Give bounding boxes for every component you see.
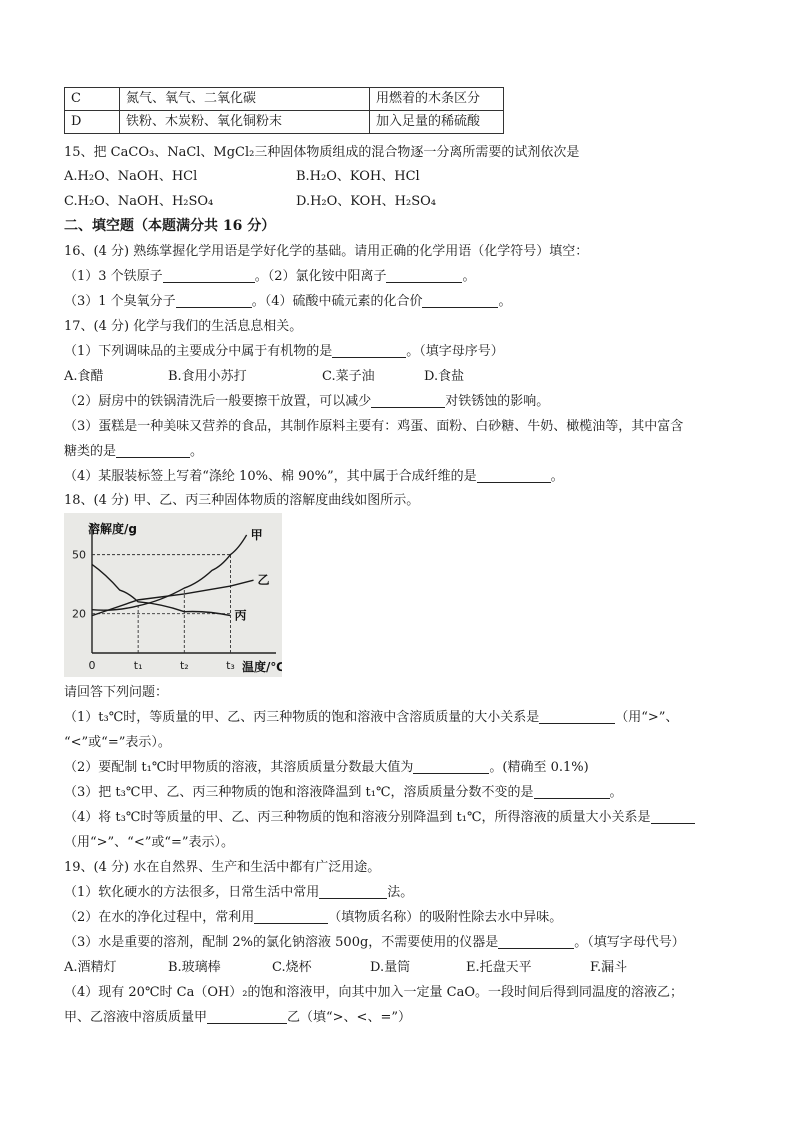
q17-sub-4: [64, 468, 564, 486]
q18-text: （2）要配制 t₁℃时甲物质的溶液，其溶质质量分数最大值为: [64, 760, 414, 775]
q16-line-1: [64, 268, 475, 286]
row-items: 氮气、氧气、二氧化碳: [120, 88, 370, 111]
answer-blank[interactable]: [176, 293, 252, 308]
q17-sub-3: （3）蛋糕是一种美味又营养的食品，其制作原料主要有：鸡蛋、面粉、白砂糖、牛奶、橄榄油等，其中富含: [64, 419, 684, 434]
q17-option-c: C.菜子油: [322, 369, 375, 384]
q19-text: 法。: [387, 885, 414, 900]
answer-blank[interactable]: [332, 343, 406, 358]
q15-stem: 15、把 CaCO₃、NaCl、MgCl₂三种固体物质组成的混合物逐一分离所需要的试剂依次是: [64, 145, 580, 160]
q18-text: （用“>”、: [615, 710, 679, 725]
q18-stem: 18、(4 分) 甲、乙、丙三种固体物质的溶解度曲线如图所示。: [64, 493, 420, 508]
table-row: [65, 111, 504, 134]
x-tick-label: t₁: [133, 659, 143, 672]
q19-option-a: A.酒精灯: [64, 960, 117, 975]
answer-blank[interactable]: [163, 268, 255, 283]
q19-sub-2: [64, 909, 562, 927]
q15-option-c: C.H₂O、NaOH、H₂SO₄: [64, 194, 214, 209]
q15-option-b: B.H₂O、KOH、HCl: [296, 169, 420, 184]
q17-option-a: A.食醋: [64, 369, 104, 384]
answer-blank[interactable]: [477, 468, 551, 483]
q17-text: 。: [550, 469, 564, 484]
q19-option-e: E.托盘天平: [466, 960, 532, 975]
answer-blank[interactable]: [534, 784, 610, 799]
q18-sub-1-cont: “<”或“=”表示）。: [64, 735, 171, 750]
section-heading: 二、填空题（本题满分共 16 分）: [64, 218, 276, 234]
x-tick-label: t₃: [226, 659, 235, 672]
q19-stem: 19、(4 分) 水在自然界、生产和生活中都有广泛用途。: [64, 860, 381, 875]
q19-option-d: D.量筒: [370, 960, 411, 975]
q19-sub-4-cont: [64, 1009, 411, 1027]
q17-sub-2: [64, 393, 549, 411]
q17-text: 。: [190, 444, 204, 459]
q16-line-2: [64, 293, 511, 311]
q18-prompt: 请回答下列问题：: [64, 685, 169, 700]
q16-text: 。（2）氯化铵中阳离子: [254, 269, 387, 284]
q17-sub-1: [64, 343, 504, 361]
q18-sub-4-cont: （用“>”、“<”或“=”表示）。: [64, 835, 235, 850]
q18-sub-1: [64, 709, 678, 727]
answer-blank[interactable]: [413, 759, 489, 774]
q16-text: （3）1 个臭氧分子: [64, 294, 176, 309]
q17-text: 对铁锈蚀的影响。: [445, 394, 550, 409]
q18-text: 。: [609, 785, 623, 800]
q19-text: 乙（填“>、<、=”）: [287, 1010, 411, 1025]
row-label: C: [65, 88, 120, 111]
q17-option-d: D.食盐: [424, 369, 465, 384]
row-label: D: [65, 111, 120, 134]
solubility-chart-svg: [64, 513, 282, 677]
q18-text: （4）将 t₃℃时等质量的甲、乙、丙三种物质的饱和溶液分别降温到 t₁℃，所得溶液的质量大小关系是: [64, 810, 651, 825]
q16-text: （1）3 个铁原子: [64, 269, 163, 284]
q19-text: 甲、乙溶液中溶质质量甲: [64, 1010, 208, 1025]
x-tick-label: 0: [88, 659, 96, 672]
table-row: [65, 88, 504, 111]
x-tick-label: t₂: [179, 659, 189, 672]
answer-blank[interactable]: [254, 909, 328, 924]
q16-text: 。（4）硫酸中硫元素的化合价: [251, 294, 423, 309]
q19-sub-3: [64, 934, 685, 952]
q17-sub-3-cont: [64, 443, 203, 461]
answer-blank[interactable]: [207, 1009, 287, 1024]
row-method: 加入足量的稀硫酸: [370, 111, 504, 134]
q16-text: 。: [462, 269, 476, 284]
q16-stem: 16、(4 分) 熟练掌握化学用语是学好化学的基础。请用正确的化学用语（化学符号）填空：: [64, 244, 589, 259]
q19-text: （填物质名称）的吸附性除去水中异味。: [328, 910, 563, 925]
q17-text: （1）下列调味品的主要成分中属于有机物的是: [64, 344, 333, 359]
q19-option-c: C.烧杯: [272, 960, 312, 975]
options-table: [64, 87, 504, 134]
q17-option-b: B.食用小苏打: [168, 369, 247, 384]
q19-option-b: B.玻璃棒: [168, 960, 221, 975]
q17-text: （2）厨房中的铁锅清洗后一般要擦干放置，可以减少: [64, 394, 372, 409]
q19-sub-1: [64, 884, 413, 902]
y-tick-label: 20: [72, 607, 86, 621]
q19-text: （1）软化硬水的方法很多，日常生活中常用: [64, 885, 320, 900]
answer-blank[interactable]: [371, 393, 445, 408]
q17-text: 糖类的是: [64, 444, 117, 459]
answer-blank[interactable]: [116, 443, 190, 458]
series-label: 乙: [257, 573, 270, 588]
answer-blank[interactable]: [386, 268, 462, 283]
q19-text: （3）水是重要的溶剂，配制 2%的氯化钠溶液 500g，不需要使用的仪器是: [64, 935, 499, 950]
q17-stem: 17、(4 分) 化学与我们的生活息息相关。: [64, 319, 303, 334]
q19-text: 。（填写字母代号）: [574, 935, 685, 950]
q18-sub-4: [64, 809, 695, 827]
y-axis-label: 溶解度/g: [88, 522, 137, 536]
answer-blank[interactable]: [651, 809, 695, 824]
x-axis-label: 温度/℃: [242, 660, 282, 674]
solubility-chart: [64, 513, 282, 677]
answer-blank[interactable]: [422, 293, 498, 308]
answer-blank[interactable]: [498, 934, 574, 949]
q19-sub-4: （4）现有 20℃时 Ca（OH）₂的饱和溶液甲，向其中加入一定量 CaO。一段时间后得到同温度的溶液乙；: [64, 985, 684, 1000]
y-tick-label: 50: [72, 548, 86, 562]
series-line: [92, 535, 247, 610]
answer-blank[interactable]: [319, 884, 387, 899]
q19-option-f: F.漏斗: [590, 960, 628, 975]
q18-text: （1）t₃℃时，等质量的甲、乙、丙三种物质的饱和溶液中含溶质质量的大小关系是: [64, 710, 540, 725]
series-label: 丙: [234, 608, 247, 623]
q17-text: （4）某服装标签上写着“涤纶 10%、棉 90%”，其中属于合成纤维的是: [64, 469, 477, 484]
q16-text: 。: [498, 294, 512, 309]
q15-option-a: A.H₂O、NaOH、HCl: [64, 169, 198, 184]
q17-text: 。（填字母序号）: [406, 344, 504, 359]
q18-text: 。(精确至 0.1%): [489, 760, 589, 775]
q19-text: （2）在水的净化过程中，常利用: [64, 910, 255, 925]
answer-blank[interactable]: [539, 709, 615, 724]
q18-sub-2: [64, 759, 589, 777]
q15-option-d: D.H₂O、KOH、H₂SO₄: [296, 194, 436, 209]
q18-text: （3）把 t₃℃甲、乙、丙三种物质的饱和溶液降温到 t₁℃，溶质质量分数不变的是: [64, 785, 534, 800]
row-items: 铁粉、木炭粉、氧化铜粉末: [120, 111, 370, 134]
series-label: 甲: [250, 527, 263, 542]
q18-sub-3: [64, 784, 623, 802]
row-method: 用燃着的木条区分: [370, 88, 504, 111]
